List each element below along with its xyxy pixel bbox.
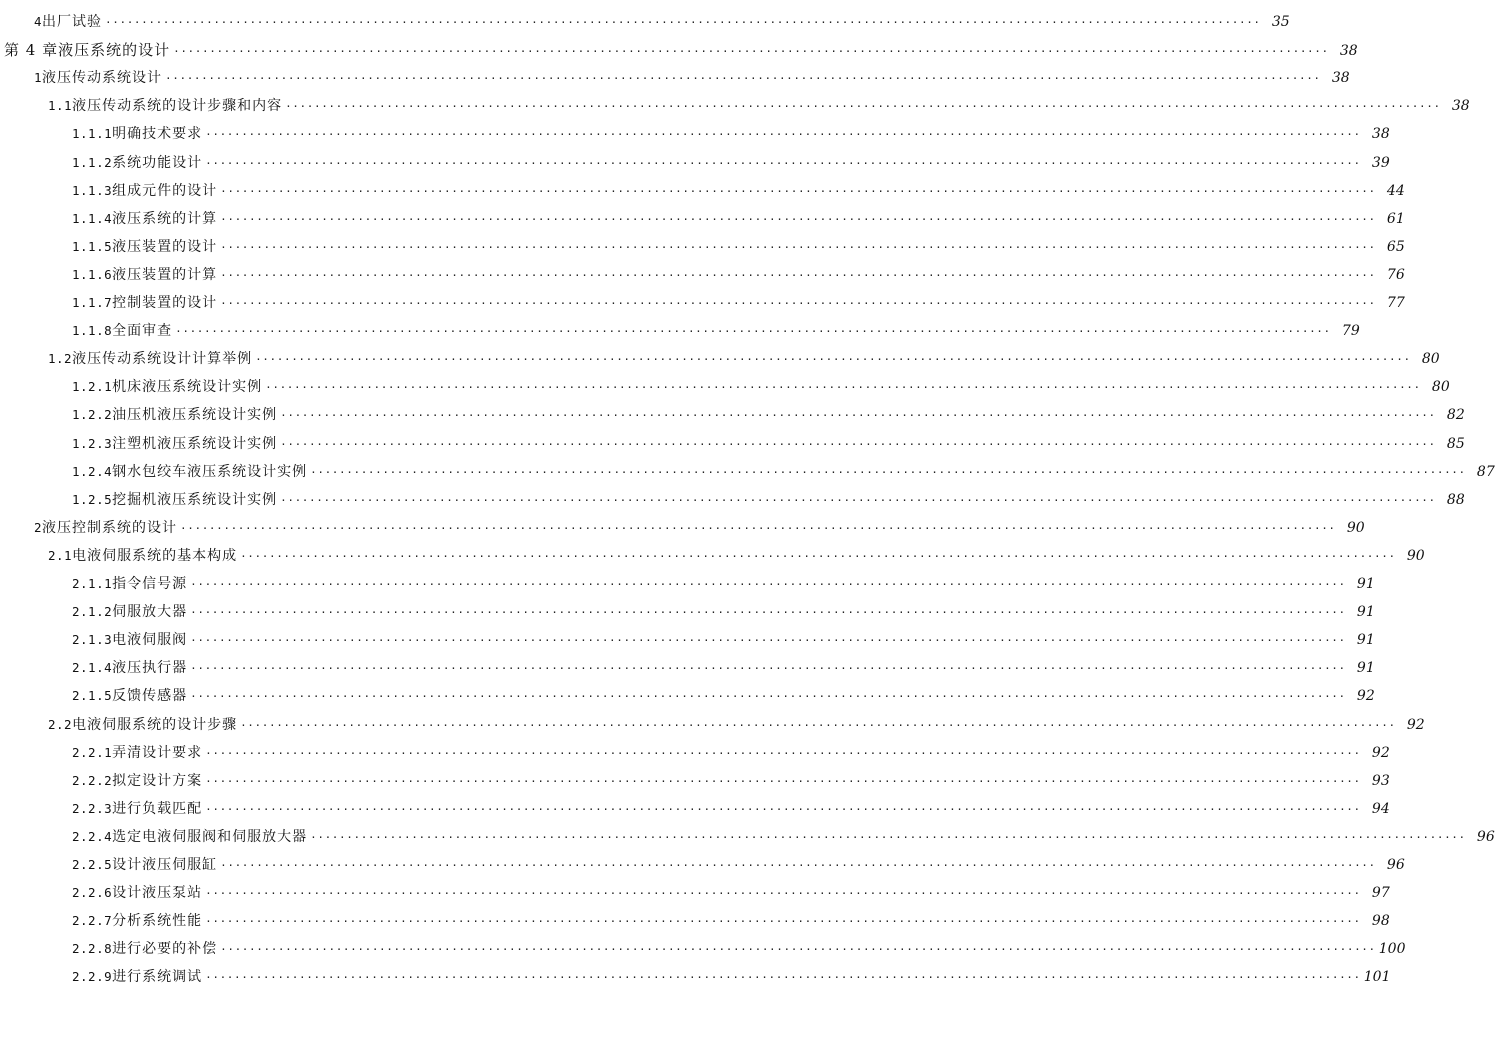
- page-number: 80: [1421, 351, 1440, 368]
- dot-leader: ································································································································································: [280, 493, 1436, 507]
- toc-entry: [72, 458, 1495, 486]
- section-number: 1.1.8: [72, 323, 113, 339]
- section-title: 反馈传感器: [112, 688, 188, 705]
- dot-leader: ································································································································································: [220, 943, 1376, 957]
- section-title: 液压控制系统的设计: [42, 519, 178, 536]
- section-number: 1.1.4: [72, 210, 113, 226]
- page-number: 91: [1356, 576, 1375, 592]
- section-number: 2.2.6: [72, 885, 113, 901]
- section-title: 系统功能设计: [112, 154, 203, 171]
- page-number: 97: [1371, 885, 1390, 902]
- section-title: 液压系统的计算: [112, 210, 218, 227]
- section-number: 1.2.5: [72, 491, 113, 507]
- toc-entry: [72, 317, 1360, 345]
- toc-entry: [72, 401, 1465, 429]
- toc-entry: [72, 120, 1390, 148]
- toc-entry: [72, 570, 1375, 598]
- section-title: 控制装置的设计: [112, 295, 218, 311]
- page-number: 96: [1386, 857, 1405, 873]
- page-number: 35: [1271, 14, 1290, 30]
- dot-leader: ································································································································································: [205, 887, 1361, 901]
- section-title: 全面审查: [112, 323, 173, 340]
- page-number: 77: [1386, 295, 1405, 311]
- dot-leader: ································································································································································: [205, 802, 1361, 816]
- toc-entry: [72, 823, 1495, 851]
- toc-entry: [72, 289, 1405, 317]
- section-title: 机床液压系统设计实例: [112, 379, 263, 396]
- page-number: 88: [1446, 491, 1465, 508]
- section-title: 电液伺服系统的设计步骤: [72, 716, 238, 733]
- page-number: 91: [1356, 660, 1375, 677]
- section-title: 指令信号源: [112, 576, 188, 592]
- page-number: 92: [1371, 744, 1390, 761]
- toc-entry: [72, 767, 1390, 795]
- section-number: 1: [34, 70, 43, 86]
- dot-leader: ································································································································································: [310, 830, 1466, 844]
- dot-leader: ································································································································································: [280, 409, 1436, 423]
- dot-leader: ································································································································································: [165, 72, 1321, 86]
- page-number: 85: [1446, 435, 1465, 452]
- toc-entry: [72, 205, 1405, 233]
- toc-entry: [72, 795, 1390, 823]
- page-number: 90: [1406, 547, 1425, 564]
- page-number: 100: [1378, 941, 1406, 958]
- page-number: 101: [1363, 969, 1391, 986]
- toc-entry: [72, 935, 1406, 963]
- dot-leader: ································································································································································: [190, 578, 1346, 591]
- dot-leader: ································································································································································: [180, 521, 1336, 535]
- section-number: 2.2.1: [72, 744, 113, 760]
- dot-leader: ································································································································································: [175, 325, 1331, 339]
- section-title: 进行负载匹配: [112, 800, 203, 817]
- toc-entry: [4, 36, 1358, 64]
- toc-entry: [72, 261, 1405, 289]
- page-number: 38: [1331, 70, 1350, 87]
- section-number: 2.2.3: [72, 800, 113, 816]
- section-number: 1.2: [48, 351, 73, 367]
- section-title: 液压执行器: [112, 660, 188, 677]
- dot-leader: ································································································································································: [205, 915, 1361, 929]
- section-number: 2.1: [48, 547, 73, 563]
- section-title: 钢水包绞车液压系统设计实例: [112, 463, 308, 480]
- dot-leader: ································································································································································: [240, 549, 1396, 563]
- section-number: 1.2.2: [72, 407, 113, 423]
- page-number: 96: [1476, 828, 1495, 845]
- section-number: 1.1.6: [72, 266, 113, 282]
- page-number: 38: [1451, 98, 1470, 115]
- toc-entry: [72, 907, 1390, 935]
- dot-leader: ································································································································································: [205, 128, 1361, 142]
- section-number: 1.1.3: [72, 182, 113, 198]
- section-title: 伺服放大器: [112, 604, 188, 621]
- dot-leader: ································································································································································: [205, 746, 1361, 760]
- section-number: 第 4 章: [4, 41, 59, 60]
- toc-entry: [72, 851, 1405, 879]
- section-number: 1.1: [48, 98, 73, 114]
- section-number: 2.1.3: [72, 632, 113, 648]
- section-title: 进行系统调试: [112, 969, 203, 986]
- dot-leader: ································································································································································: [190, 662, 1346, 676]
- section-title: 液压传动系统的设计步骤和内容: [72, 98, 283, 115]
- dot-leader: ································································································································································: [255, 353, 1411, 367]
- section-title: 液压装置的计算: [112, 266, 218, 283]
- page-number: 61: [1386, 210, 1405, 227]
- page-number: 38: [1371, 126, 1390, 143]
- section-title: 液压系统的设计: [58, 41, 171, 60]
- section-title: 注塑机液压系统设计实例: [112, 435, 278, 452]
- toc-entry: [34, 514, 1365, 542]
- dot-leader: ································································································································································: [240, 718, 1396, 732]
- section-number: 2.2.7: [72, 913, 113, 929]
- section-title: 拟定设计方案: [112, 772, 203, 789]
- toc-entry: [48, 542, 1425, 570]
- toc-entry: [72, 626, 1375, 654]
- dot-leader: ································································································································································: [220, 212, 1376, 226]
- section-title: 选定电液伺服阀和伺服放大器: [112, 828, 308, 845]
- dot-leader: ································································································································································: [220, 268, 1376, 282]
- page-number: 39: [1371, 154, 1390, 171]
- toc-entry: [72, 177, 1405, 205]
- section-title: 液压传动系统设计计算举例: [72, 351, 253, 368]
- toc-entry: [48, 345, 1440, 373]
- dot-leader: ································································································································································: [105, 16, 1261, 29]
- dot-leader: ································································································································································: [220, 859, 1376, 872]
- section-number: 2.2.4: [72, 828, 113, 844]
- dot-leader: ································································································································································: [205, 156, 1361, 170]
- section-number: 1.1.2: [72, 154, 113, 170]
- dot-leader: ································································································································································: [205, 774, 1361, 788]
- section-number: 1.2.3: [72, 435, 113, 451]
- page-number: 38: [1339, 43, 1358, 60]
- section-number: 1.1.1: [72, 126, 113, 142]
- section-number: 2.2.2: [72, 772, 113, 788]
- section-title: 设计液压泵站: [112, 885, 203, 902]
- toc-entry: [72, 233, 1405, 261]
- dot-leader: ································································································································································: [220, 240, 1376, 254]
- page-number: 65: [1386, 238, 1405, 255]
- section-title: 液压装置的设计: [112, 238, 218, 255]
- page-number: 76: [1386, 266, 1405, 283]
- toc-entry: [72, 879, 1390, 907]
- section-number: 2.1.5: [72, 688, 113, 704]
- toc-entry: [72, 373, 1450, 401]
- section-number: 2.1.1: [72, 576, 113, 591]
- section-title: 液压传动系统设计: [42, 70, 163, 87]
- section-number: 1.1.5: [72, 238, 113, 254]
- toc-entry: [34, 8, 1290, 36]
- section-title: 挖掘机液压系统设计实例: [112, 491, 278, 508]
- section-title: 弄清设计要求: [112, 744, 203, 761]
- page-number: 90: [1346, 519, 1365, 536]
- section-title: 电液伺服系统的基本构成: [72, 547, 238, 564]
- dot-leader: ································································································································································: [280, 437, 1436, 451]
- section-number: 2.2.9: [72, 969, 113, 985]
- section-number: 1.1.7: [72, 295, 113, 310]
- section-number: 2.2.8: [72, 941, 113, 957]
- dot-leader: ································································································································································: [205, 971, 1361, 985]
- page-number: 79: [1341, 323, 1360, 340]
- section-title: 出厂试验: [42, 14, 103, 30]
- dot-leader: ································································································································································: [265, 381, 1421, 395]
- page-number: 94: [1371, 800, 1390, 817]
- section-title: 设计液压伺服缸: [112, 857, 218, 873]
- toc-entry: [72, 430, 1465, 458]
- page-number: 82: [1446, 407, 1465, 424]
- section-number: 1.2.1: [72, 379, 113, 395]
- section-number: 2.1.2: [72, 604, 113, 620]
- dot-leader: ································································································································································: [190, 690, 1346, 704]
- section-title: 电液伺服阀: [112, 632, 188, 649]
- dot-leader: ································································································································································: [190, 606, 1346, 620]
- page-number: 80: [1431, 379, 1450, 396]
- page-number: 92: [1356, 688, 1375, 705]
- page-number: 87: [1476, 463, 1495, 480]
- section-title: 分析系统性能: [112, 913, 203, 930]
- dot-leader: ································································································································································: [220, 184, 1376, 198]
- dot-leader: ································································································································································: [220, 297, 1376, 310]
- dot-leader: ································································································································································: [310, 465, 1466, 479]
- page-number: 91: [1356, 632, 1375, 649]
- page-number: 93: [1371, 772, 1390, 789]
- section-title: 油压机液压系统设计实例: [112, 407, 278, 424]
- section-number: 1.2.4: [72, 463, 113, 479]
- section-number: 2.2: [48, 716, 73, 732]
- toc-entry: [72, 149, 1390, 177]
- page-number: 44: [1386, 182, 1405, 199]
- toc-entry: [72, 963, 1391, 991]
- page-number: 98: [1371, 913, 1390, 930]
- toc-entry: [72, 682, 1375, 710]
- section-number: 2: [34, 519, 43, 535]
- section-title: 明确技术要求: [112, 126, 203, 143]
- toc-entry: [34, 64, 1350, 92]
- section-number: 2.2.5: [72, 857, 113, 872]
- page-number: 92: [1406, 716, 1425, 733]
- section-number: 2.1.4: [72, 660, 113, 676]
- dot-leader: ································································································································································: [173, 45, 1329, 59]
- section-title: 组成元件的设计: [112, 182, 218, 199]
- toc-entry: [48, 711, 1425, 739]
- page-number: 91: [1356, 604, 1375, 621]
- toc-entry: [72, 598, 1375, 626]
- dot-leader: ································································································································································: [190, 634, 1346, 648]
- toc-entry: [72, 739, 1390, 767]
- toc-entry: [72, 486, 1465, 514]
- toc-entry: [48, 92, 1470, 120]
- toc-entry: [72, 654, 1375, 682]
- section-title: 进行必要的补偿: [112, 941, 218, 958]
- section-number: 4: [34, 14, 43, 29]
- dot-leader: ································································································································································: [285, 100, 1441, 114]
